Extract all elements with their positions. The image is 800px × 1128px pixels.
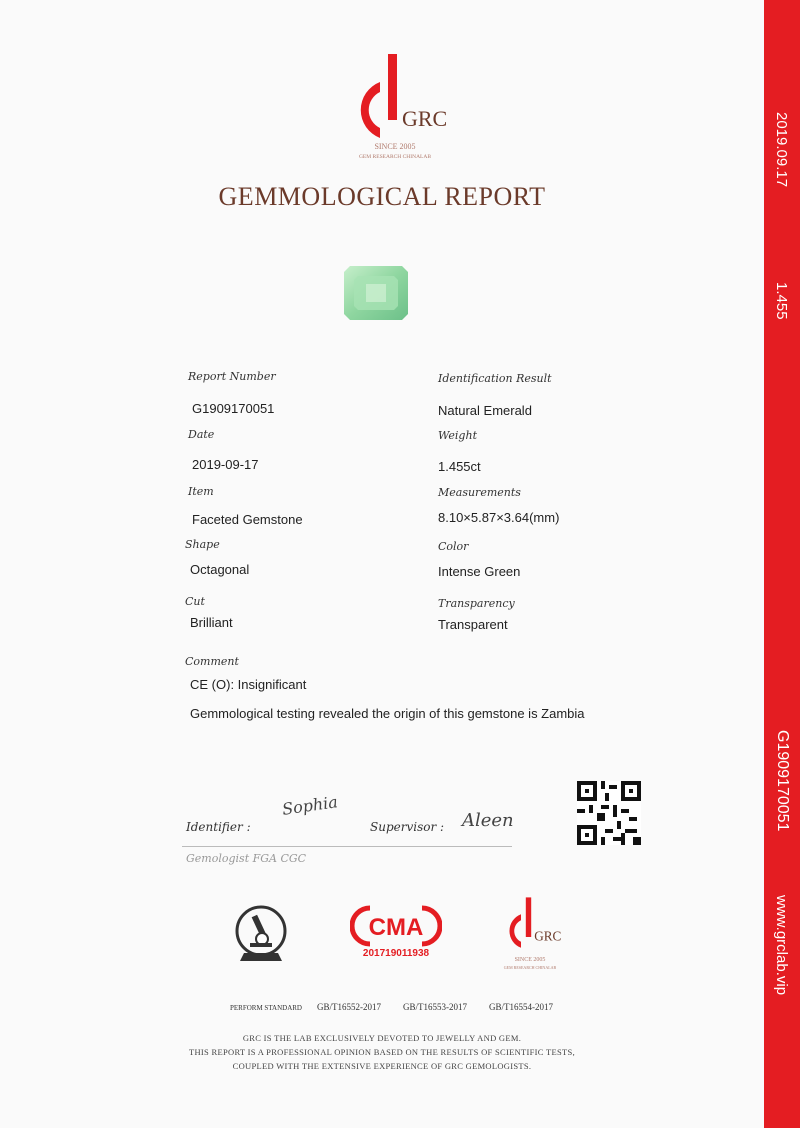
identifier-label: Identifier : [186,820,251,834]
footer-line-3: COUPLED WITH THE EXTENSIVE EXPERIENCE OF GRC GEMOLOGISTS. [232,1061,532,1071]
side-report-number: G1909170051 [774,730,791,832]
report-number-value: G1909170051 [192,401,275,416]
report-number-label: Report Number [188,370,276,383]
shape-value: Octagonal [190,562,250,577]
grc-small-logo [490,895,570,975]
color-value: Intense Green [438,564,521,579]
side-date: 2019.09.17 [773,112,790,188]
date-label: Date [188,428,215,441]
emerald-gem-image [344,266,408,320]
transparency-label: Transparency [438,597,515,610]
qr-code [577,781,641,845]
logo-since: SINCE 2005 [374,142,416,151]
transparency-value: Transparent [438,617,508,632]
grc-logo-mark [340,50,450,150]
cut-value: Brilliant [190,615,233,630]
identification-label: Identification Result [438,372,552,385]
standards-label: PERFORM STANDARD [230,1004,302,1012]
identifier-signature: Sophia [280,792,339,819]
color-label: Color [438,540,469,553]
comment-label: Comment [185,655,239,668]
supervisor-label: Supervisor : [370,820,445,834]
cma-seal [350,904,442,948]
side-weight: 1.455 [773,282,790,320]
side-website: www.grclab.vip [773,895,790,996]
signature-line [182,846,512,847]
laboratory-seal-icon [232,903,290,963]
comment-line-2: Gemmological testing revealed the origin of this gemstone is Zambia [190,706,585,721]
small-logo-since: SINCE 2005 [514,957,546,963]
footer-line-1: GRC IS THE LAB EXCLUSIVELY DEVOTED TO JEWELLY AND GEM. [242,1033,522,1043]
identification-value: Natural Emerald [438,403,532,418]
shape-label: Shape [185,538,220,551]
comment-line-1: CE (O): Insignificant [190,677,307,692]
logo-tagline: GEM RESEARCH CHINALAB [358,154,432,160]
small-logo-brand: GRC [534,928,562,944]
item-label: Item [188,485,214,498]
grc-logo [340,50,450,170]
measurements-value: 8.10×5.87×3.64(mm) [438,510,560,525]
supervisor-signature: Aleen [462,810,514,831]
small-logo-tagline: GEM RESEARCH CHINALAB [503,965,557,970]
weight-label: Weight [438,429,477,442]
report-title: GEMMOLOGICAL REPORT [218,182,546,211]
date-value: 2019-09-17 [192,457,259,472]
footer-line-2: THIS REPORT IS A PROFESSIONAL OPINION BASED ON THE RESULTS OF SCIENTIFIC TESTS, [189,1047,575,1057]
weight-value: 1.455ct [438,459,481,474]
item-value: Faceted Gemstone [192,512,303,527]
cma-mark: CMA [368,914,424,941]
standard-1: GB/T16552-2017 [317,1002,381,1012]
logo-brand: GRC [402,106,448,131]
grc-small-logo-mark [490,895,570,955]
measurements-label: Measurements [438,486,521,499]
standard-3: GB/T16554-2017 [489,1002,553,1012]
cma-number: 201719011938 [362,948,430,959]
gemologist-credentials: Gemologist FGA CGC [186,852,307,865]
standard-2: GB/T16553-2017 [403,1002,467,1012]
cut-label: Cut [185,595,205,608]
